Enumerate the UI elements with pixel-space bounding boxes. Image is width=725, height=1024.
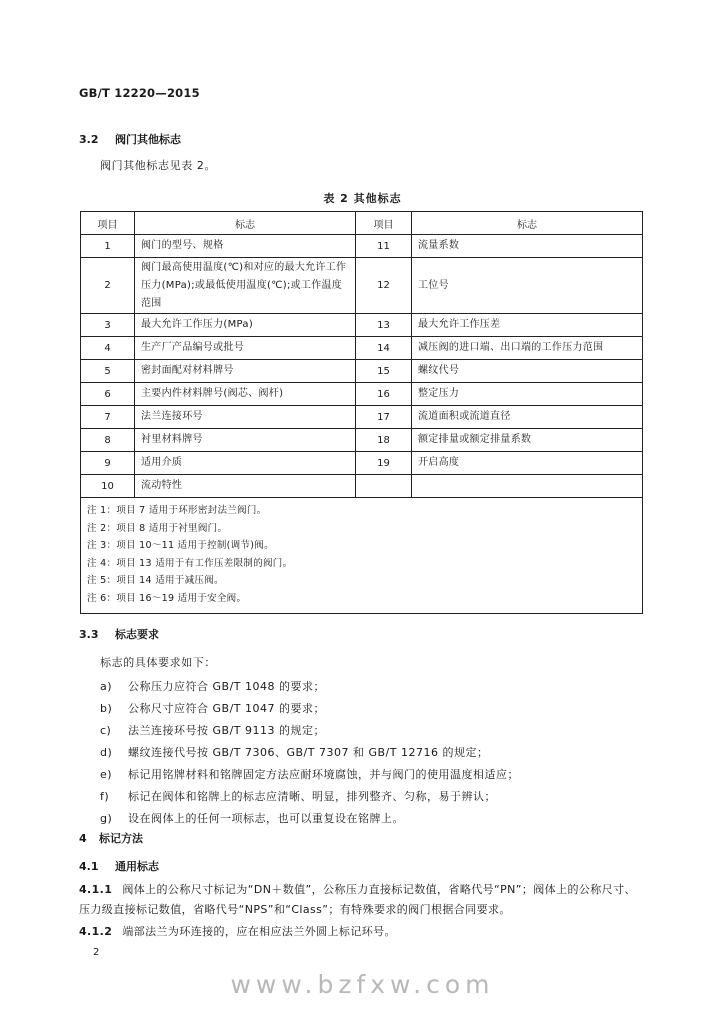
item-text: 螺纹连接代号按 GB/T 7306、GB/T 7307 和 GB/T 12716 的规定； (128, 746, 489, 759)
item-mark: 额定排量或额定排量系数 (412, 429, 643, 452)
table-note: 注 6：项目 16～19 适用于安全阀。 (87, 592, 247, 604)
item-mark: 主要内件材料牌号(阀芯、阀杆) (135, 383, 356, 406)
item-number: 5 (81, 360, 135, 383)
item-mark: 整定压力 (412, 383, 643, 406)
table-row (81, 337, 643, 360)
header-cell: 项目 (356, 212, 412, 235)
table-row (81, 383, 643, 406)
table-row (81, 235, 643, 258)
item-label: c) (100, 724, 112, 737)
item-number: 16 (356, 383, 412, 406)
item-text: 标记在阀体和铭牌上的标志应清晰、明显，排列整齐、匀称，易于辨认； (128, 790, 496, 803)
section-number: 3.2 (79, 133, 99, 146)
item-mark: 流道面积或流道直径 (412, 406, 643, 429)
item-number: 18 (356, 429, 412, 452)
requirement-item (100, 744, 488, 760)
table-row (81, 406, 643, 429)
table-notes (81, 498, 643, 614)
item-mark: 密封面配对材料牌号 (135, 360, 356, 383)
item-mark: 流量系数 (412, 235, 643, 258)
table-row (81, 360, 643, 383)
item-number: 12 (356, 258, 412, 314)
table-notes-row (81, 498, 643, 614)
table-row (81, 258, 643, 314)
header-cell: 项目 (81, 212, 135, 235)
item-text: 设在阀体上的任何一项标志，也可以重复设在铭牌上。 (128, 812, 404, 825)
table-note: 注 2：项目 8 适用于衬里阀门。 (87, 522, 228, 534)
table-header-row (81, 212, 643, 235)
table-caption: 表 2 其他标志 (323, 192, 402, 205)
item-number: 11 (356, 235, 412, 258)
item-text: 公称压力应符合 GB/T 1048 的要求； (128, 680, 325, 693)
section-number: 4.1 (79, 860, 99, 873)
item-number: 3 (81, 314, 135, 337)
item-mark: 阀门的型号、规格 (135, 235, 356, 258)
item-number: 4 (81, 337, 135, 360)
item-mark: 流动特性 (135, 475, 356, 498)
section-title: 阀门其他标志 (115, 133, 181, 146)
item-mark: 减压阀的进口端、出口端的工作压力范围 (412, 337, 643, 360)
clause-number: 4.1.2 (79, 925, 113, 938)
item-number (356, 475, 412, 498)
item-number: 2 (81, 258, 135, 314)
section-title: 标记方法 (99, 832, 143, 845)
clause-text: 阀体上的公称尺寸标记为“DN＋数值”，公称压力直接标记数值，省略代号“PN”；阀体上的公称尺寸、压力级直接标记数值，省略代号“NPS”和“Class”；有特殊要求的阀门根据合同要求。 (79, 883, 636, 916)
table-note: 注 1：项目 7 适用于环形密封法兰阀门。 (87, 505, 267, 516)
item-mark: 法兰连接环号 (135, 406, 356, 429)
item-mark: 适用介质 (135, 452, 356, 475)
item-label: f) (100, 790, 110, 803)
standard-code: GB/T 12220—2015 (79, 86, 200, 100)
item-label: b) (100, 702, 113, 715)
item-number: 17 (356, 406, 412, 429)
page-number: 2 (93, 947, 100, 958)
section-4-heading (79, 830, 143, 846)
item-number: 1 (81, 235, 135, 258)
watermark: www.bzfxw.com (230, 970, 495, 999)
item-label: e) (100, 768, 113, 781)
requirement-item (100, 788, 496, 804)
header-cell: 标志 (135, 212, 356, 235)
section-title: 通用标志 (115, 860, 159, 873)
item-number: 6 (81, 383, 135, 406)
requirement-item (100, 722, 325, 738)
section-3-2-heading (79, 131, 181, 147)
section-3-2-text: 阀门其他标志见表 2。 (100, 159, 217, 172)
section-4-1-heading (79, 858, 159, 874)
item-number: 10 (81, 475, 135, 498)
item-text: 公称尺寸应符合 GB/T 1047 的要求； (128, 702, 325, 715)
table-row (81, 429, 643, 452)
item-mark: 螺纹代号 (412, 360, 643, 383)
header-cell: 标志 (412, 212, 643, 235)
section-title: 标志要求 (115, 628, 159, 641)
item-mark: 生产厂产品编号或批号 (135, 337, 356, 360)
item-mark: 最大允许工作压差 (412, 314, 643, 337)
table-row (81, 452, 643, 475)
item-number: 14 (356, 337, 412, 360)
section-3-3-heading (79, 626, 159, 642)
clause-text: 端部法兰为环连接的，应在相应法兰外圆上标记环号。 (122, 925, 396, 938)
item-number: 15 (356, 360, 412, 383)
clause-4-1-1 (79, 880, 645, 920)
item-mark: 衬里材料牌号 (135, 429, 356, 452)
item-mark: 工位号 (412, 258, 643, 314)
section-3-3-intro: 标志的具体要求如下： (100, 656, 216, 669)
requirement-item (100, 766, 519, 782)
item-mark: 最大允许工作压力(MPa) (135, 314, 356, 337)
item-number: 8 (81, 429, 135, 452)
item-number: 13 (356, 314, 412, 337)
table-note: 注 5：项目 14 适用于减压阀。 (87, 575, 224, 586)
clause-number: 4.1.1 (79, 883, 113, 896)
item-label: d) (100, 746, 113, 759)
table-row (81, 475, 643, 498)
item-label: g) (100, 812, 113, 825)
clause-4-1-2 (79, 922, 645, 942)
requirement-item (100, 810, 404, 826)
table-note: 注 3：项目 10～11 适用于控制(调节)阀。 (87, 540, 274, 551)
requirement-item (100, 678, 325, 694)
item-text: 标记用铭牌材料和铭牌固定方法应耐环境腐蚀，并与阀门的使用温度相适应； (128, 768, 519, 781)
item-label: a) (100, 680, 113, 693)
item-number: 9 (81, 452, 135, 475)
item-mark: 开启高度 (412, 452, 643, 475)
marks-table (80, 211, 643, 614)
table-note: 注 4：项目 13 适用于有工作压差限制的阀门。 (87, 557, 293, 569)
item-number: 7 (81, 406, 135, 429)
item-text: 法兰连接环号按 GB/T 9113 的规定； (128, 724, 325, 737)
section-number: 4 (79, 832, 87, 845)
item-mark: 阀门最高使用温度(℃)和对应的最大允许工作压力(MPa);或最低使用温度(℃);或工作温度范围 (135, 258, 356, 314)
table-row (81, 314, 643, 337)
requirement-item (100, 700, 325, 716)
item-mark (412, 475, 643, 498)
section-number: 3.3 (79, 628, 99, 641)
item-number: 19 (356, 452, 412, 475)
